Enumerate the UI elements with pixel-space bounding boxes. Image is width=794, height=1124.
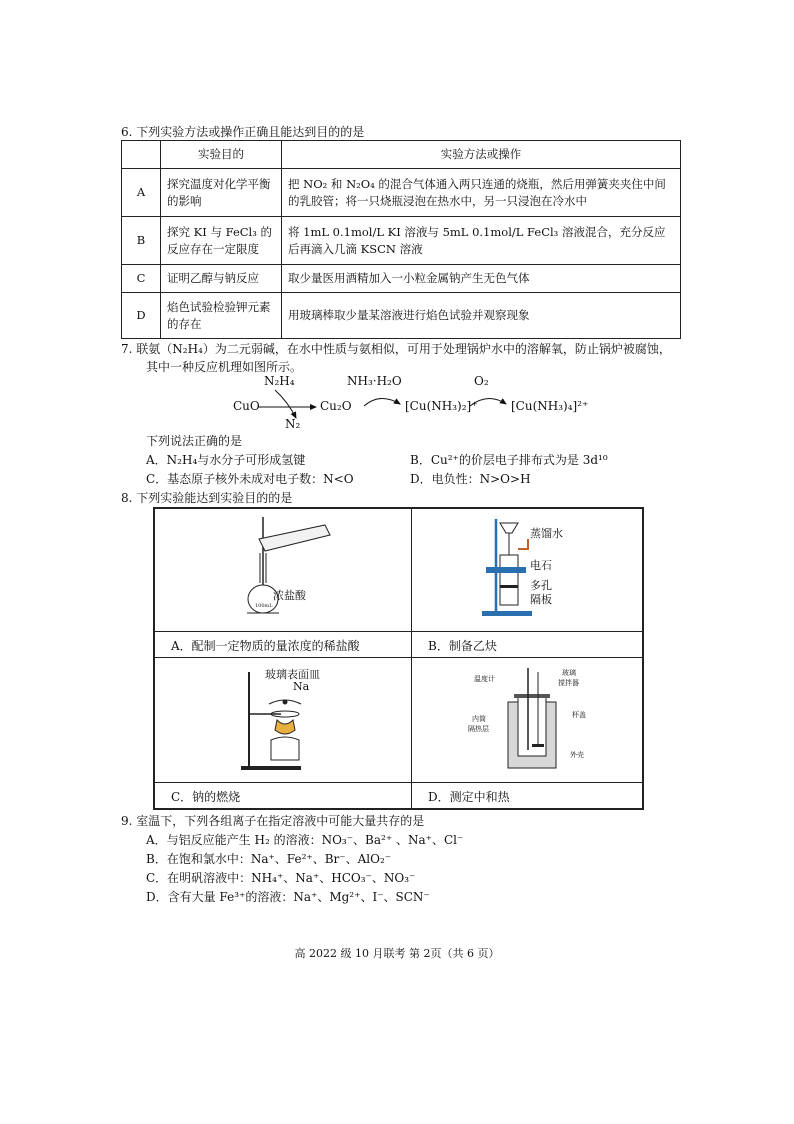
label-watch-glass: 玻璃表面皿 bbox=[265, 668, 320, 681]
label-porous: 多孔 bbox=[530, 579, 552, 592]
q8-figure-grid bbox=[153, 507, 644, 810]
label-insulation: 隔热层 bbox=[468, 725, 489, 733]
q6-stem: 6. 下列实验方法或操作正确且能达到目的的是 bbox=[121, 125, 365, 139]
label-outer-shell: 外壳 bbox=[570, 751, 584, 759]
row-method: 将 1mL 0.1mol/L KI 溶液与 5mL 0.1mol/L FeCl₃ 溶液混合，充分反应后再滴入几滴 KSCN 溶液 bbox=[282, 217, 681, 265]
volumetric-flask-figure bbox=[235, 513, 345, 625]
caption-a: A．配制一定物质的量浓度的稀盐酸 bbox=[155, 631, 411, 660]
row-label: B bbox=[122, 217, 161, 265]
q9-option-b: B．在饱和氯水中：Na⁺、Fe²⁺、Br⁻、AlO₂⁻ bbox=[146, 852, 392, 866]
species-cu-nh3-2: [Cu(NH₃)₂]⁺ bbox=[405, 399, 478, 413]
q7-option-b: B．Cu²⁺的价层电子排布式为是 3d¹⁰ bbox=[410, 453, 608, 467]
row-method: 把 NO₂ 和 N₂O₄ 的混合气体通入两只连通的烧瓶，然后用弹簧夹夹住中间的乳胶管；将一只烧瓶浸泡在热水中，另一只浸泡在冷水中 bbox=[282, 169, 681, 217]
label-stirrer: 搅拌器 bbox=[558, 679, 579, 687]
q9-stem: 9. 室温下，下列各组离子在指定溶液中可能大量共存的是 bbox=[121, 814, 425, 828]
label-partition: 隔板 bbox=[530, 593, 552, 606]
species-cu-nh3-4: [Cu(NH₃)₄]²⁺ bbox=[511, 399, 589, 413]
caption-c: C．钠的燃烧 bbox=[155, 782, 411, 811]
row-label: D bbox=[122, 293, 161, 339]
q8-stem: 8. 下列实验能达到实验目的的是 bbox=[121, 491, 293, 505]
species-o2: O₂ bbox=[474, 374, 489, 388]
row-purpose: 探究温度对化学平衡的影响 bbox=[161, 169, 282, 217]
header-purpose: 实验目的 bbox=[161, 141, 282, 169]
caption-d: D．测定中和热 bbox=[412, 782, 642, 811]
label-glass: 玻璃 bbox=[562, 669, 576, 677]
species-nh3h2o: NH₃·H₂O bbox=[347, 374, 402, 388]
caption-b: B．制备乙炔 bbox=[412, 631, 642, 660]
panel-d bbox=[411, 657, 643, 809]
panel-b bbox=[411, 508, 643, 658]
label-distilled-water: 蒸馏水 bbox=[530, 527, 563, 540]
row-label: A bbox=[122, 169, 161, 217]
panel-a bbox=[154, 508, 412, 658]
label-lid: 杯盖 bbox=[572, 711, 586, 719]
q7-stem-line2: 其中一种反应机理如图所示。 bbox=[146, 360, 303, 374]
header-method: 实验方法或操作 bbox=[282, 141, 681, 169]
svg-text:100mL: 100mL bbox=[255, 603, 273, 609]
panel-c bbox=[154, 657, 412, 809]
row-purpose: 探究 KI 与 FeCl₃ 的反应存在一定限度 bbox=[161, 217, 282, 265]
scheme-arrows bbox=[0, 372, 794, 432]
q7-ask: 下列说法正确的是 bbox=[146, 434, 243, 448]
q7-option-a: A．N₂H₄与水分子可形成氢键 bbox=[146, 453, 306, 467]
q7-stem-line1: 7. 联氨（N₂H₄）为二元弱碱，在水中性质与氨相似，可用于处理锅炉水中的溶解氧，防止锅炉被腐蚀， bbox=[121, 342, 671, 356]
species-n2h4: N₂H₄ bbox=[264, 374, 295, 388]
label-calcium-carbide: 电石 bbox=[530, 559, 552, 572]
species-cuo: CuO bbox=[233, 399, 260, 413]
species-n2: N₂ bbox=[285, 417, 301, 431]
q9-option-c: C．在明矾溶液中：NH₄⁺、Na⁺、HCO₃⁻、NO₃⁻ bbox=[146, 871, 416, 885]
row-method: 用玻璃棒取少量某溶液进行焰色试验并观察现象 bbox=[282, 293, 681, 339]
label-conc-hcl: 浓盐酸 bbox=[273, 589, 306, 602]
q9-option-d: D．含有大量 Fe³⁺的溶液：Na⁺、Mg²⁺、I⁻、SCN⁻ bbox=[146, 890, 430, 904]
row-label: C bbox=[122, 265, 161, 293]
label-thermometer: 温度计 bbox=[474, 675, 495, 683]
q7-option-d: D．电负性：N>O>H bbox=[410, 472, 531, 486]
row-purpose: 焰色试验检验钾元素的存在 bbox=[161, 293, 282, 339]
q6-table bbox=[121, 140, 681, 339]
row-method: 取少量医用酒精加入一小粒金属钠产生无色气体 bbox=[282, 265, 681, 293]
reaction-scheme bbox=[0, 372, 794, 432]
page-footer: 高 2022 级 10 月联考 第 2页（共 6 页） bbox=[294, 947, 500, 960]
q9-option-a: A．与铝反应能产生 H₂ 的溶液：NO₃⁻、Ba²⁺ 、Na⁺、Cl⁻ bbox=[146, 833, 464, 847]
label-inner-cup: 内筒 bbox=[472, 715, 486, 723]
label-na: Na bbox=[293, 680, 310, 693]
q7-option-c: C．基态原子核外未成对电子数：N<O bbox=[146, 472, 354, 486]
row-purpose: 证明乙醇与钠反应 bbox=[161, 265, 282, 293]
species-cu2o: Cu₂O bbox=[320, 399, 352, 413]
